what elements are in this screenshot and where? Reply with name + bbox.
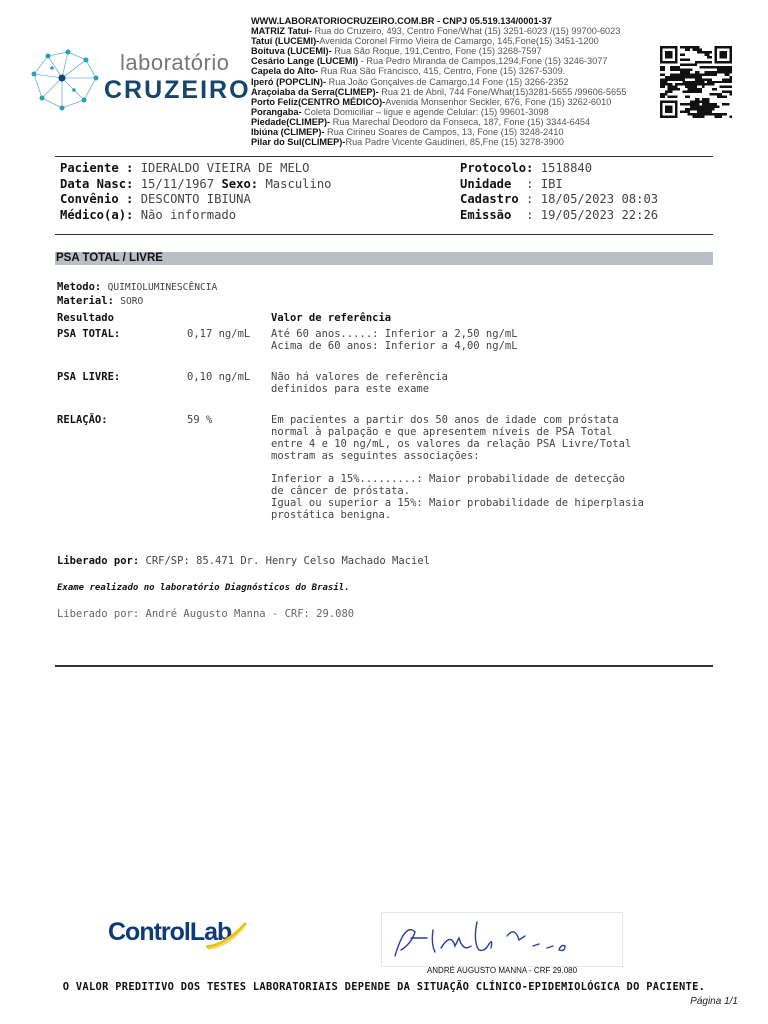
patient-divider [55, 234, 713, 235]
realizado-note: Exame realizado no laboratório Diagnósticos do Brasil. [57, 583, 350, 593]
patient-sex: Masculino [265, 177, 332, 191]
lab-unit-row: Araçoiaba da Serra(CLIMEP)- Rua 21 de Abril, 744 Fone/What(15)3281-5655 /99606-5655 [251, 86, 627, 97]
protocolo-value: 1518840 [540, 161, 593, 175]
lab-unit-row: Ibiúna (CLIMEP)- Rua Cirineu Soares de Campos, 13, Fone (15) 3248-2410 [251, 127, 564, 138]
page-number: Página 1/1 [690, 996, 738, 1007]
relacao-ref-1: Em pacientes a partir dos 50 anos de idade com próstata [271, 414, 619, 426]
protocolo-row: Protocolo: 1518840 [460, 161, 593, 175]
patient-convenio-row: Convênio : DESCONTO IBIUNA [60, 192, 251, 206]
cadastro-value: 18/05/2023 08:03 [540, 192, 659, 206]
relacao-ref-5: Inferior a 15%.........: Maior probabilidade de detecção [271, 473, 626, 485]
lab-unit-row: Boituva (LUCEMI)- Rua São Roque, 191,Centro, Fone (15) 3268-7597 [251, 46, 542, 57]
psa-total-label: PSA TOTAL: [57, 328, 121, 340]
relacao-ref-3: entre 4 e 10 ng/mL, os valores da relação PSA Livre/Total [271, 438, 632, 450]
lab-address-block [251, 16, 651, 147]
patient-birth-row: Data Nasc: 15/11/1967 Sexo: Masculino [60, 177, 332, 191]
controllab-swoosh-icon [204, 921, 248, 951]
lab-unit-row: Porangaba- Coleta Domiciliar – ligue e agende Celular: (15) 99601-3098 [251, 106, 549, 117]
relacao-ref-4: mostram as seguintes associações: [271, 450, 480, 462]
material-row: Material: SORO [57, 295, 144, 307]
psa-livre-ref-1: Não há valores de referência [271, 371, 449, 383]
liberado-value: CRF/SP: 85.471 Dr. Henry Celso Machado Maciel [145, 555, 430, 567]
emissao-row: Emissão : 19/05/2023 22:26 [460, 208, 659, 222]
lab-unit-row: Pilar do Sul(CLIMEP)-Rua Padre Vicente Gaudineri, 85,Fne (15) 3278-3900 [251, 137, 564, 148]
relacao-ref-6: de câncer de próstata. [271, 485, 411, 497]
relacao-value: 59 % [187, 414, 213, 426]
liberado-secondary: Liberado por: André Augusto Manna - CRF: 29.080 [57, 608, 355, 620]
psa-total-ref-1: Até 60 anos.....: Inferior a 2,50 ng/mL [271, 328, 518, 340]
psa-livre-label: PSA LIVRE: [57, 371, 121, 383]
relacao-ref-7: Igual ou superior a 15%: Maior probabilidade de hiperplasia [271, 497, 644, 509]
cadastro-row: Cadastro : 18/05/2023 08:03 [460, 192, 659, 206]
relacao-ref-2: normal à palpação e que apresentem níveis de PSA Total [271, 426, 613, 438]
signature-name: ANDRÉ AUGUSTO MANNA - CRF 29.080 [426, 966, 578, 975]
lab-unit-row: Iperó (POPCLIN)- Rua João Gonçalves de Camargo,14 Fone (15) 3266-2352 [251, 76, 569, 87]
relacao-label: RELAÇÃO: [57, 414, 108, 426]
logo-text-cruzeiro: CRUZEIRO [104, 76, 251, 104]
liberado-row: Liberado por: CRF/SP: 85.471 Dr. Henry Celso Machado Maciel [57, 555, 430, 567]
lab-unit-row: Cesário Lange (LUCEMI) - Rua Pedro Miranda de Campos,1294,Fone (15) 3246-3077 [251, 56, 608, 67]
resultado-header: Resultado [57, 312, 114, 324]
psa-total-value: 0,17 ng/mL [187, 328, 251, 340]
unidade-row: Unidade : IBI [460, 177, 563, 191]
signature-icon [381, 912, 623, 974]
results-divider [55, 665, 713, 667]
patient-name: IDERALDO VIEIRA DE MELO [140, 161, 310, 175]
patient-convenio: DESCONTO IBIUNA [140, 192, 251, 206]
logo-text-laboratorio: laboratório [120, 50, 230, 75]
footer-disclaimer: O VALOR PREDITIVO DOS TESTES LABORATORIAIS DEPENDE DA SITUAÇÃO CLÍNICO-EPIDEMIOLÓGICA DO PACIENTE. [62, 981, 706, 993]
header-divider [55, 156, 713, 157]
patient-medico: Não informado [140, 208, 237, 222]
psa-livre-ref-2: definidos para este exame [271, 383, 430, 395]
patient-medico-row: Médico(a): Não informado [60, 208, 237, 222]
unidade-value: IBI [540, 177, 563, 191]
psa-livre-value: 0,10 ng/mL [187, 371, 251, 383]
lab-unit-row: Tatuí (LUCEMI)-Avenida Coronel Firmo Vieira de Camargo, 145,Fone(15) 3451-1200 [251, 36, 599, 47]
lab-unit-row: Piedade(CLIMEP)- Rua Marechal Deodoro da Fonseca, 187, Fone (15) 3344-6454 [251, 116, 591, 127]
referencia-header: Valor de referência [271, 312, 392, 324]
lab-unit-row: Capela do Alto- Rua Rua São Francisco, 415, Centro, Fone (15) 3267-5309. [251, 66, 566, 77]
patient-birthdate: 15/11/1967 [140, 177, 215, 191]
lab-unit-row: Porto Feliz(CENTRO MÉDICO)-Avenida Monsenhor Seckler, 676, Fone (15) 3262-6010 [251, 96, 612, 107]
qr-code-icon [660, 46, 732, 118]
material-value: SORO [120, 296, 144, 307]
controllab-logo: ControlLab [108, 918, 232, 946]
lab-unit-row: MATRIZ Tatuí- Rua do Cruzeiro, 493, Centro Fone/What (15) 3251-6023 /(15) 99700-6023 [251, 26, 621, 37]
metodo-value: QUIMIOLUMINESCÊNCIA [107, 282, 218, 293]
patient-name-row: Paciente : IDERALDO VIEIRA DE MELO [60, 161, 310, 175]
exam-section-title: PSA TOTAL / LIVRE [55, 252, 713, 265]
emissao-value: 19/05/2023 22:26 [540, 208, 659, 222]
lab-units-list [251, 26, 651, 147]
relacao-ref-8: prostática benigna. [271, 509, 392, 521]
lab-website: WWW.LABORATORIOCRUZEIRO.COM.BR - CNPJ 05.519.134/0001-37 [251, 16, 552, 26]
psa-total-ref-2: Acima de 60 anos: Inferior a 4,00 ng/mL [271, 340, 518, 352]
metodo-row: Metodo: QUIMIOLUMINESCÊNCIA [57, 281, 218, 293]
